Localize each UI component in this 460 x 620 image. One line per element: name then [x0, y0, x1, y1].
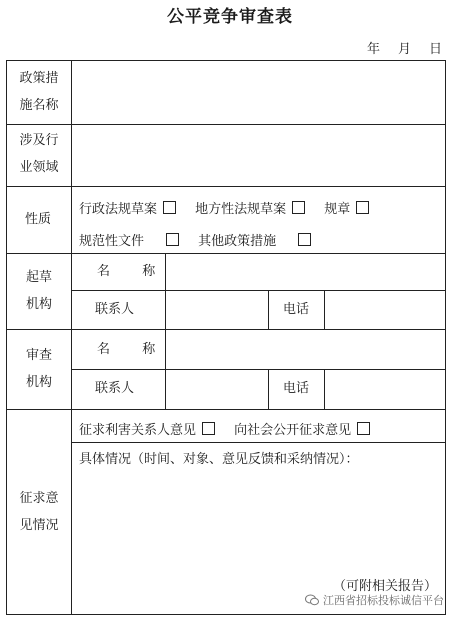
- review-name-label: 名 称: [97, 342, 164, 357]
- checkbox-rules[interactable]: [356, 201, 369, 214]
- option-other-policy-measures: 其他政策措施: [198, 234, 277, 249]
- review-contact-label: 联系人: [95, 381, 135, 396]
- watermark: [305, 592, 444, 608]
- review-org-label: 审查 机构: [25, 348, 52, 390]
- drafting-org-label: 起草 机构: [25, 270, 52, 312]
- industry-field[interactable]: [73, 126, 443, 185]
- checkbox-public-opinions[interactable]: [357, 422, 370, 435]
- nature-options-row1: [79, 197, 383, 217]
- page-title: 公平竞争审查表: [167, 7, 293, 27]
- opinions-details-field[interactable]: [73, 471, 443, 581]
- date-year: 年: [366, 42, 380, 57]
- row-divider: [71, 442, 445, 443]
- date-line: [367, 38, 442, 57]
- cell-divider: [268, 369, 269, 409]
- row-divider: [7, 124, 445, 125]
- industry-label: 涉及行 业领域: [19, 133, 59, 175]
- policy-name-label: 政策措 施名称: [19, 71, 59, 113]
- option-rules: 规章: [324, 202, 351, 217]
- checkbox-local-regulation-draft[interactable]: [292, 201, 305, 214]
- nature-label: 性质: [25, 212, 52, 227]
- checkbox-normative-document[interactable]: [166, 233, 179, 246]
- review-contact-field[interactable]: [167, 370, 267, 408]
- drafting-name-label: 名 称: [97, 264, 164, 279]
- review-name-field[interactable]: [167, 330, 443, 368]
- checkbox-other-policy-measures[interactable]: [298, 233, 311, 246]
- attachment-note: （可附相关报告）: [333, 579, 438, 594]
- cell-divider: [324, 369, 325, 409]
- drafting-name-field[interactable]: [167, 254, 443, 289]
- wechat-icon: [305, 594, 319, 606]
- option-public-opinions: 向社会公开征求意见: [234, 423, 352, 438]
- cell-divider: [165, 329, 166, 409]
- option-stakeholder-opinions: 征求利害关系人意见: [79, 423, 197, 438]
- drafting-phone-label: 电话: [283, 302, 310, 317]
- date-day: 日: [428, 42, 442, 57]
- cell-divider: [268, 290, 269, 329]
- row-divider: [7, 409, 445, 410]
- nature-options-row2: [79, 229, 325, 249]
- review-form: [6, 60, 446, 615]
- drafting-contact-field[interactable]: [167, 291, 267, 328]
- option-local-regulation-draft: 地方性法规草案: [195, 202, 287, 217]
- policy-name-field[interactable]: [73, 62, 443, 123]
- opinions-label: 征求意 见情况: [19, 491, 59, 533]
- option-normative-document: 规范性文件: [79, 234, 145, 249]
- option-admin-regulation-draft: 行政法规草案: [79, 202, 158, 217]
- opinions-details-label: 具体情况（时间、对象、意见反馈和采纳情况）：: [79, 452, 359, 467]
- drafting-contact-label: 联系人: [95, 302, 135, 317]
- opinions-options: [79, 418, 384, 438]
- watermark-text: 江西省招标投标诚信平台: [323, 594, 444, 607]
- drafting-phone-field[interactable]: [326, 291, 443, 328]
- label-column-divider: [71, 61, 72, 614]
- checkbox-stakeholder-opinions[interactable]: [202, 422, 215, 435]
- cell-divider: [324, 290, 325, 329]
- cell-divider: [165, 253, 166, 329]
- checkbox-admin-regulation-draft[interactable]: [163, 201, 176, 214]
- review-phone-label: 电话: [283, 381, 310, 396]
- row-divider: [7, 186, 445, 187]
- review-phone-field[interactable]: [326, 370, 443, 408]
- date-month: 月: [397, 42, 411, 57]
